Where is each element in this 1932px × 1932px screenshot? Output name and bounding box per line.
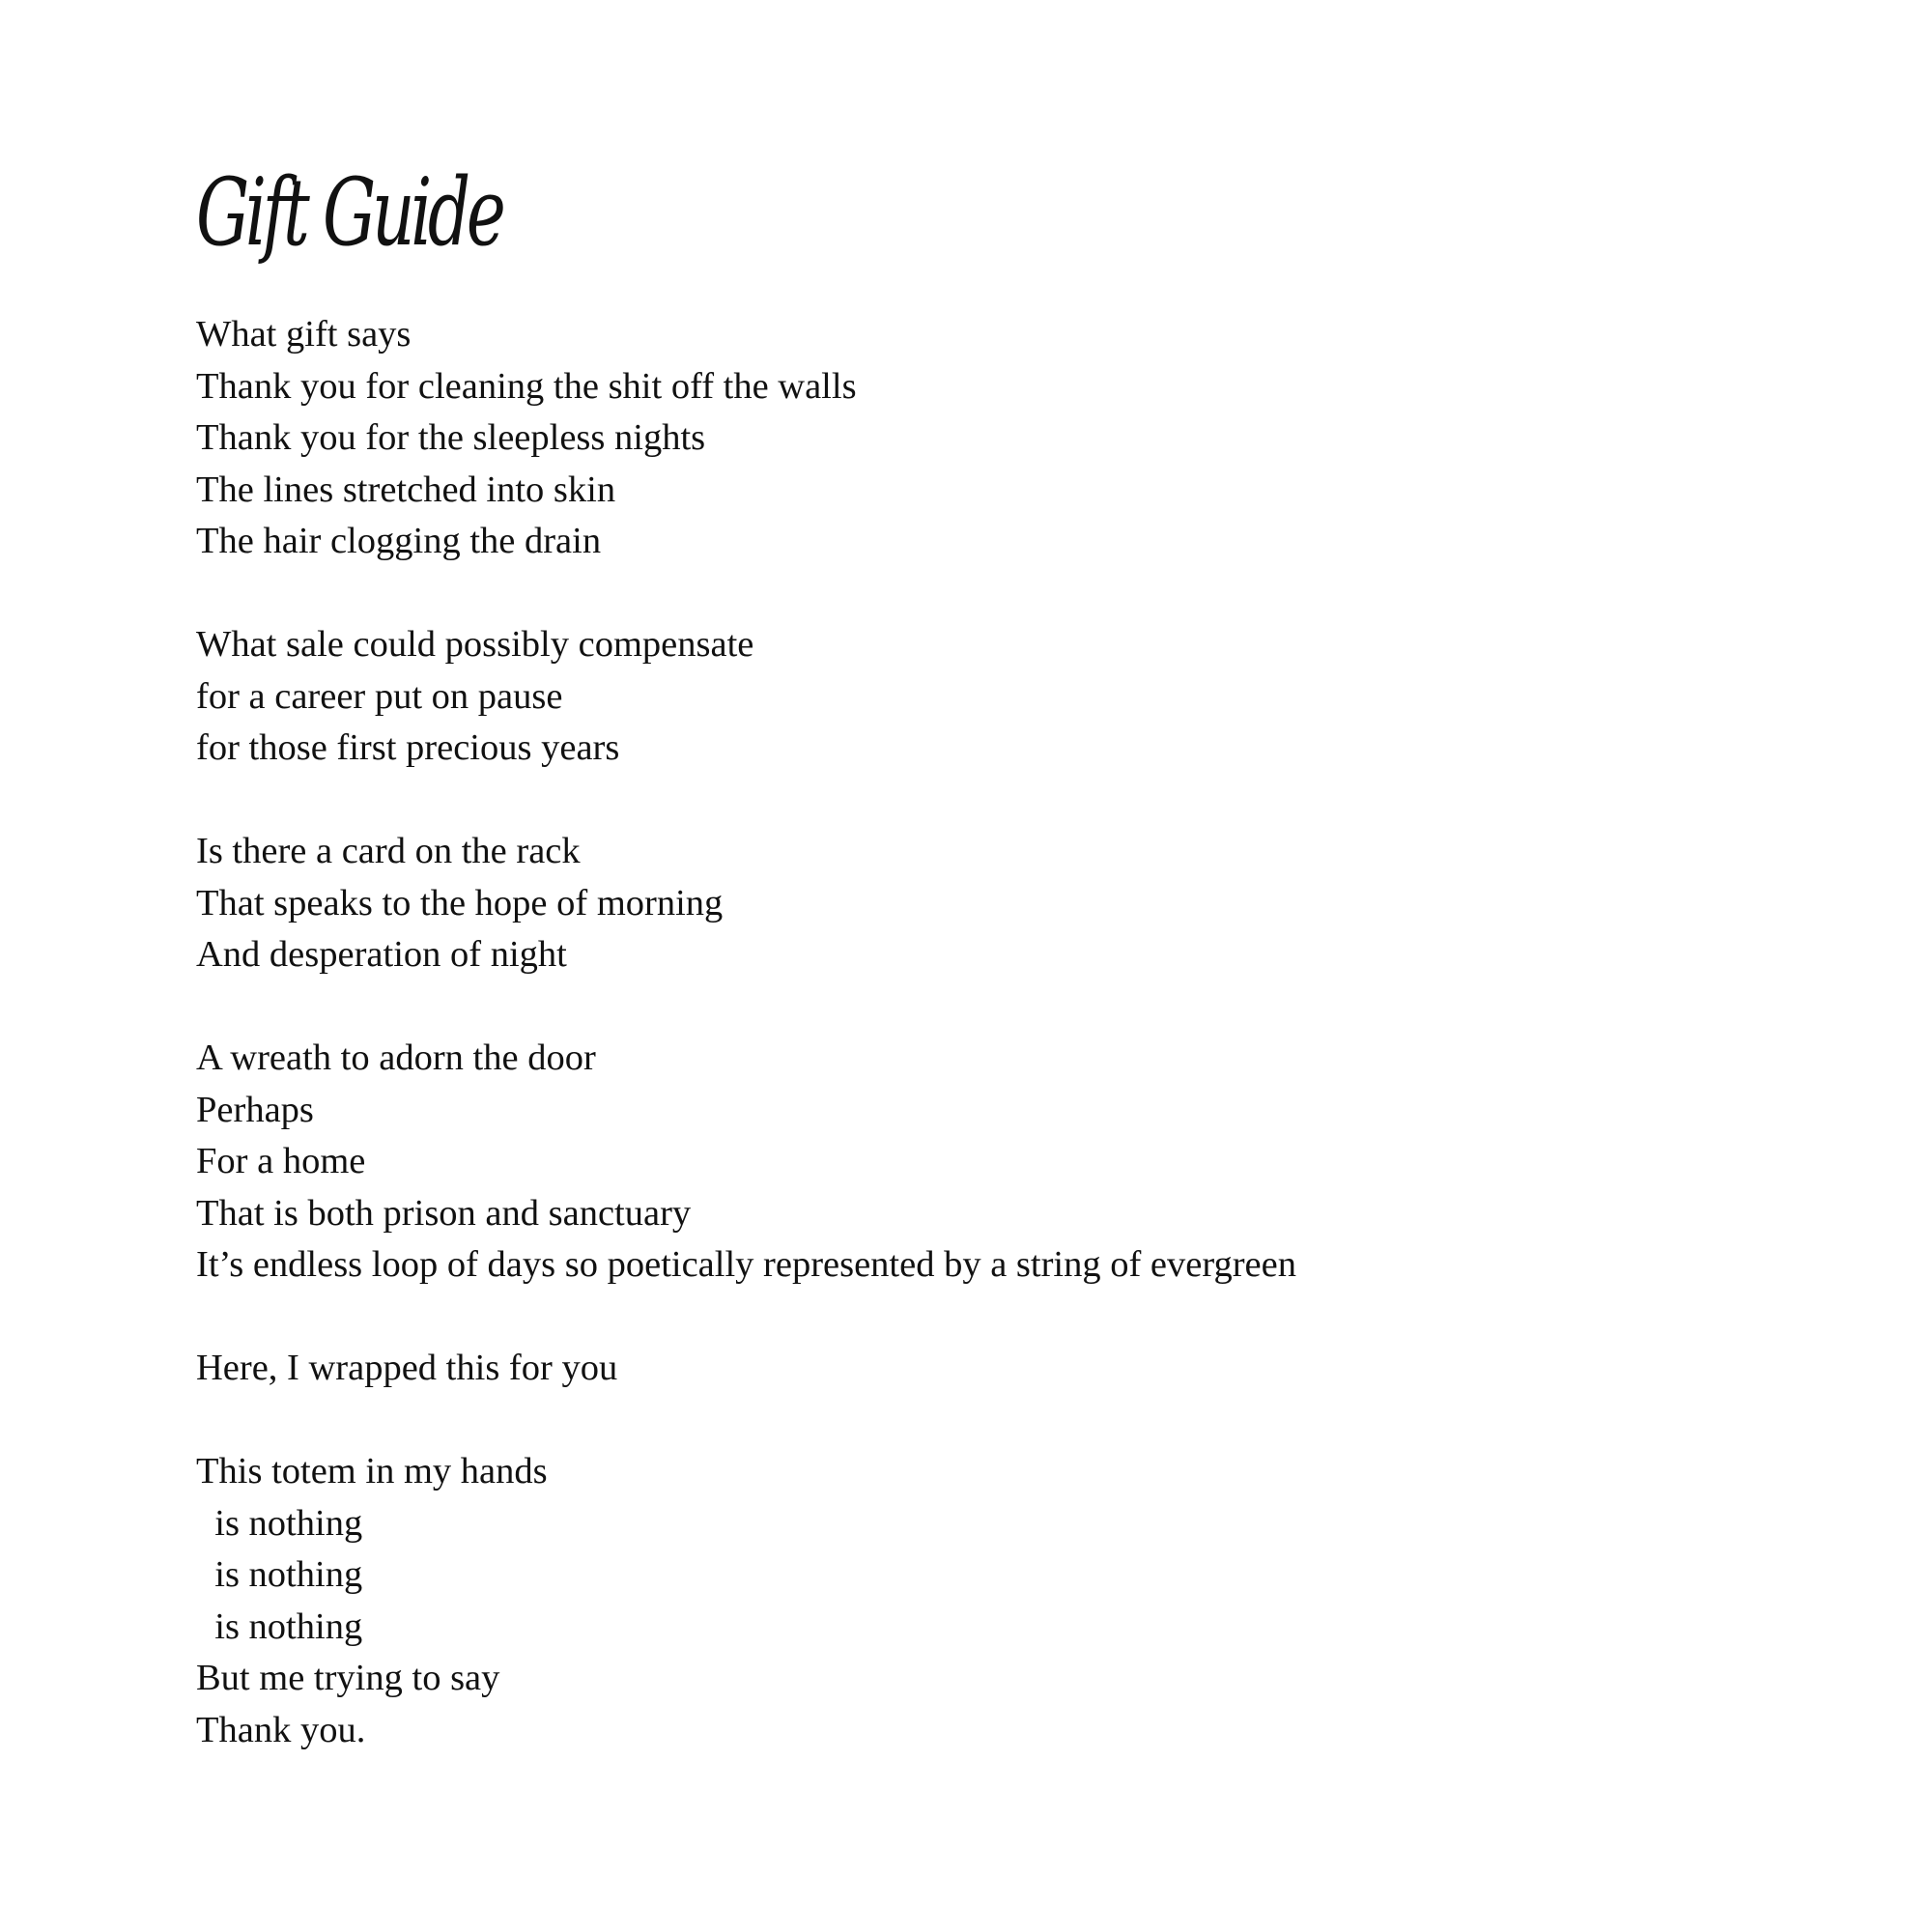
poem-line: Perhaps: [196, 1089, 314, 1130]
poem-line: This totem in my hands: [196, 1451, 548, 1492]
poem-line: Thank you for the sleepless nights: [196, 417, 706, 458]
stanza: [196, 1343, 1838, 1395]
poem-line: Thank you for cleaning the shit off the walls: [196, 365, 857, 407]
poem-line: For a home: [196, 1141, 366, 1181]
stanza: [196, 309, 1838, 568]
poem-line: That is both prison and sanctuary: [196, 1192, 692, 1234]
stanza: [196, 826, 1838, 981]
poem-line: for those first precious years: [196, 727, 620, 768]
poem-line: Here, I wrapped this for you: [196, 1348, 618, 1388]
poem-line: for a career put on pause: [196, 675, 563, 717]
poem-line: is nothing: [196, 1605, 363, 1647]
poem-line: The hair clogging the drain: [196, 521, 602, 561]
poem-line: That speaks to the hope of morning: [196, 882, 724, 923]
stanza: [196, 1033, 1838, 1292]
stanza: [196, 619, 1838, 775]
poem-line: And desperation of night: [196, 934, 567, 975]
stanza: [196, 1446, 1838, 1756]
poem-line: A wreath to adorn the door: [196, 1037, 596, 1078]
poem-line: Thank you.: [196, 1709, 366, 1750]
poem-line: is nothing: [196, 1554, 363, 1595]
poem-body: [196, 309, 1838, 1756]
poem-line: What sale could possibly compensate: [196, 624, 754, 665]
poem-line: It’s endless loop of days so poetically represented by a string of evergreen: [196, 1244, 1296, 1285]
poem-title: Gift Guide: [196, 158, 502, 267]
poem-line: What gift says: [196, 314, 412, 355]
poem-line: Is there a card on the rack: [196, 831, 581, 871]
poem-line: is nothing: [196, 1502, 363, 1544]
poem-line: The lines stretched into skin: [196, 469, 616, 510]
poem-line: But me trying to say: [196, 1658, 500, 1698]
